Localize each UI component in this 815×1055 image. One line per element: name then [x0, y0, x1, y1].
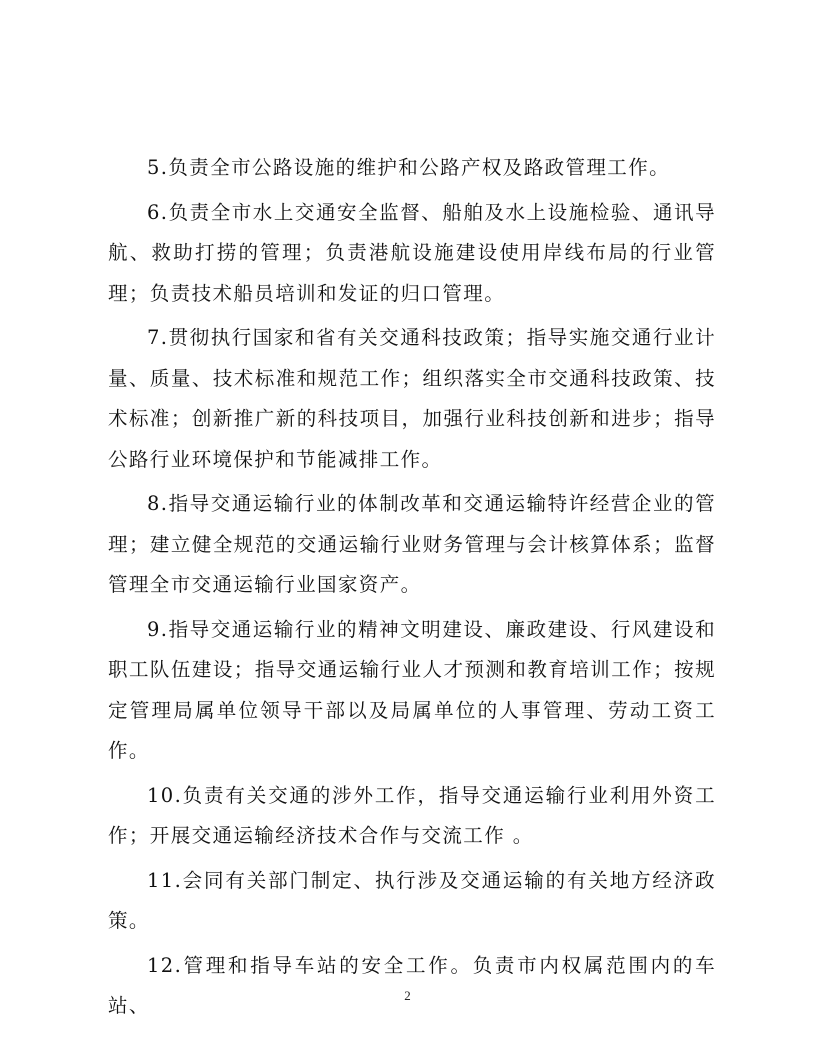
paragraph-item-5: 5.负责全市公路设施的维护和公路产权及路政管理工作。	[147, 156, 671, 179]
paragraph-item-7: 7.贯彻执行国家和省有关交通科技政策；指导实施交通行业计量、质量、技术标准和规范工作；组织落实全市交通科技政策、技术标准；创新推广新的科技项目，加强行业科技创新和进步；指导公路行业环境保护和节能减排工作。	[108, 326, 716, 471]
paragraph-item-6: 6.负责全市水上交通安全监督、船舶及水上设施检验、通讯导航、救助打捞的管理；负责港航设施建设使用岸线布局的行业管理；负责技术船员培训和发证的归口管理。	[108, 200, 716, 305]
paragraph-item-10: 10.负责有关交通的涉外工作，指导交通运输行业利用外资工作；开展交通运输经济技术合作与交流工作 。	[108, 783, 716, 847]
paragraph-item-12: 12.管理和指导车站的安全工作。负责市内权属范围内的车站、	[108, 953, 716, 1017]
paragraph-item-8: 8.指导交通运输行业的体制改革和交通运输特许经营企业的管理；建立健全规范的交通运输行业财务管理与会计核算体系；监督管理全市交通运输行业国家资产。	[108, 492, 716, 596]
paragraph-item-9: 9.指导交通运输行业的精神文明建设、廉政建设、行风建设和职工队伍建设；指导交通运输行业人才预测和教育培训工作；按规定管理局属单位领导干部以及局属单位的人事管理、劳动工资工作。	[108, 617, 716, 762]
page-number: 2	[404, 988, 411, 1003]
document-body	[108, 148, 716, 1031]
paragraph-item-11: 11.会同有关部门制定、执行涉及交通运输的有关地方经济政策。	[108, 868, 716, 932]
